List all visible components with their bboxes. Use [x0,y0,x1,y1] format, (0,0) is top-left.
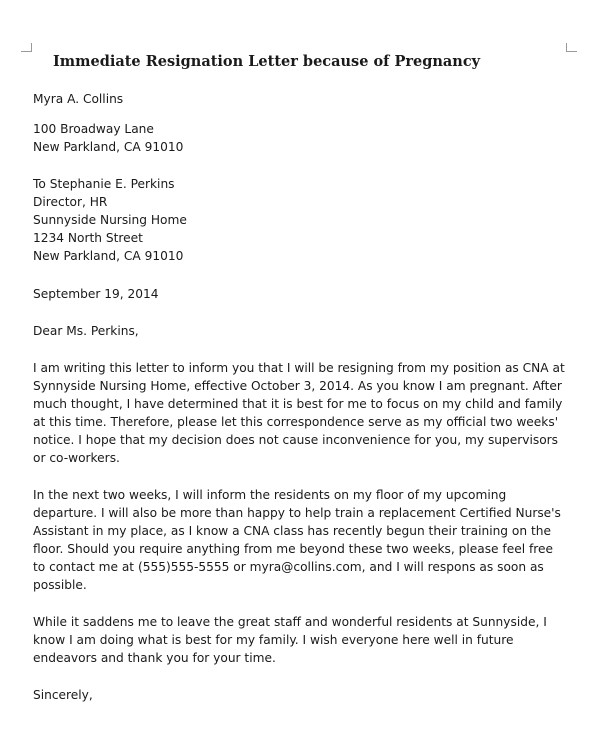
recipient-block [33,175,568,265]
sender-address-line-2: New Parkland, CA 91010 [33,140,184,154]
closing: Sincerely, [33,688,93,702]
recipient-line-5: New Parkland, CA 91010 [33,249,184,263]
body-paragraph-3: While it saddens me to leave the great staff and wonderful residents at Sunnyside, I know I am doing what is best for my family. I wish everyone here well in future endeavors and thank you for your time. [33,615,547,665]
recipient-line-4: 1234 North Street [33,231,143,245]
sender-name: Myra A. Collins [33,92,124,106]
closing-block [33,686,568,704]
letter-date: September 19, 2014 [33,287,159,301]
date-block [33,285,568,303]
body-paragraph-1: I am writing this letter to inform you that I will be resigning from my position as CNA at Synnyside Nursing Home, effective October 3, 2014. As you know I am pregnant. After much thought, I have determined that it is best for me to focus on my child and family at this time. Therefore, please let this correspondence serve as my official two weeks' notice. I hope that my decision does not cause inconvenience for you, my supervisors or co-workers. [33,361,565,465]
page-corner-marker-top-right [566,43,577,52]
sender-address-line-1: 100 Broadway Lane [33,122,154,136]
sender-name-block [33,90,568,108]
recipient-line-1: To Stephanie E. Perkins [33,177,175,191]
salutation-block [33,322,568,340]
recipient-line-2: Director, HR [33,195,108,209]
page-corner-marker-top-left [21,43,32,52]
letter-body [33,90,568,704]
sender-address-block [33,120,568,156]
body-paragraph-2: In the next two weeks, I will inform the residents on my floor of my upcoming departure. I will also be more than happy to help train a replacement Certified Nurse's Assistant in my place, as I know a CNA class has recently begun their training on the floor. Should you require anything from me beyond these two weeks, please feel free to contact me at (555)555-5555 or myra@collins.com, and I will respons as soon as possible. [33,488,561,592]
document-title: Immediate Resignation Letter because of Pregnancy [53,53,481,70]
salutation: Dear Ms. Perkins, [33,324,139,338]
recipient-line-3: Sunnyside Nursing Home [33,213,187,227]
